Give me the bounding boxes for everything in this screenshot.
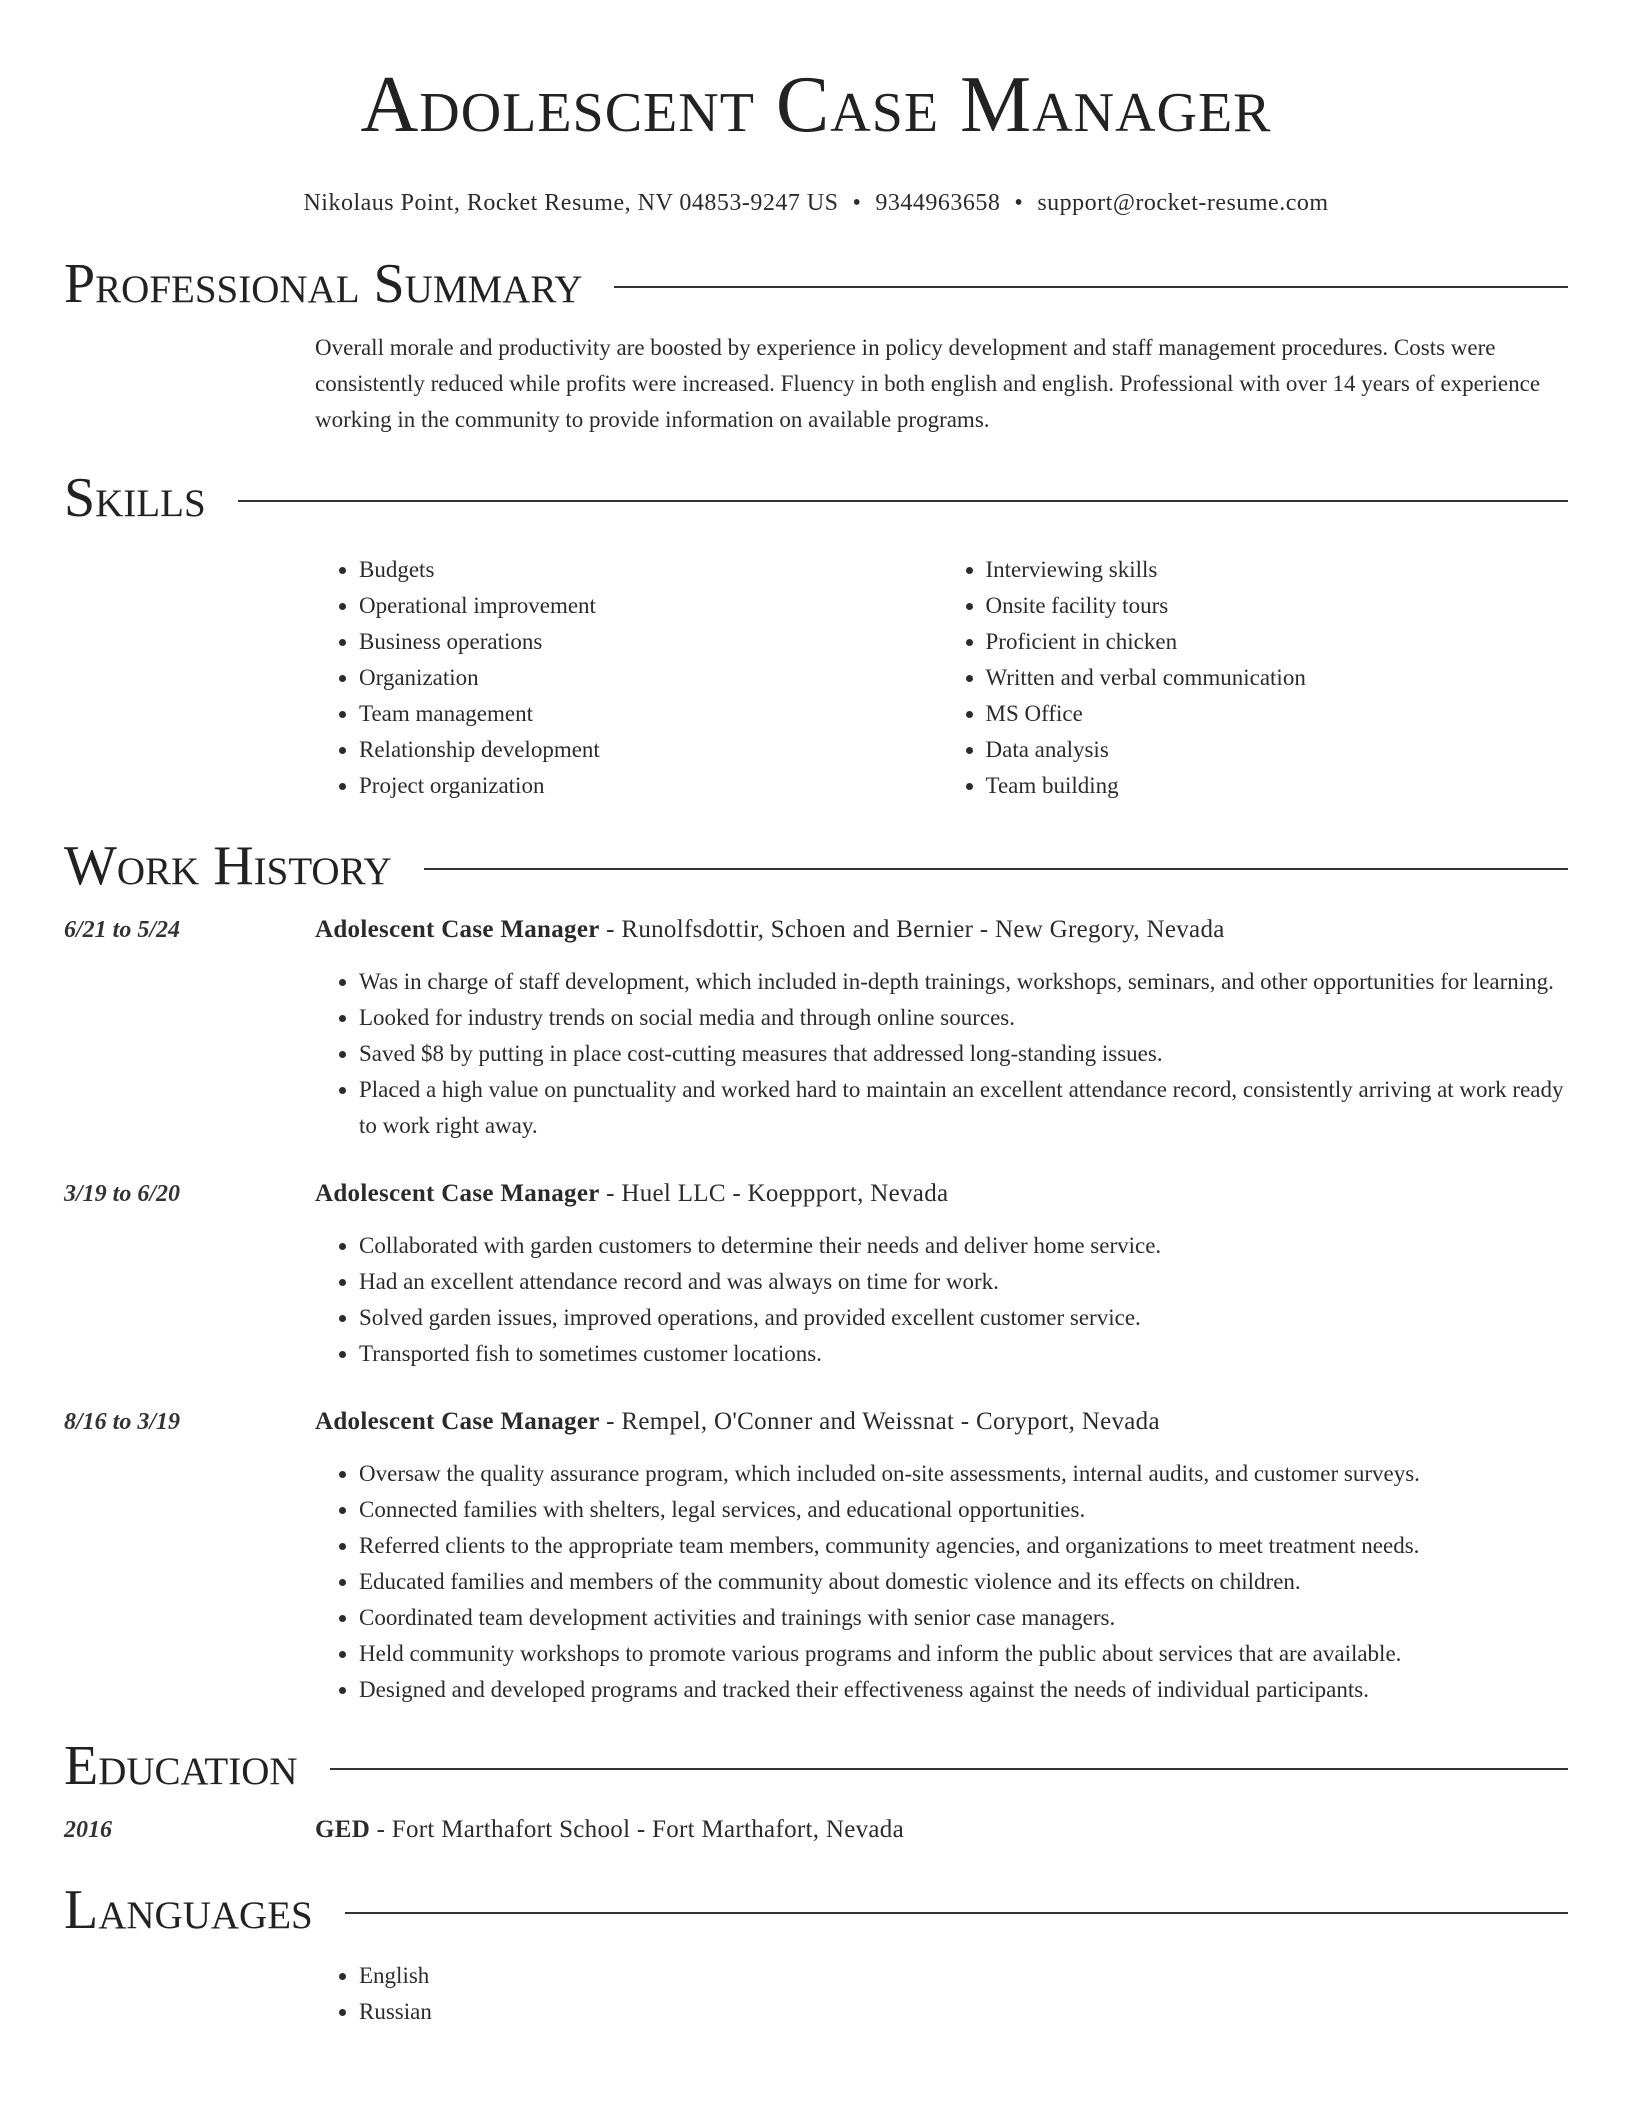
skill-item: • Onsite facility tours	[986, 588, 1569, 624]
job-bullet: • Solved garden issues, improved operations, and provided excellent customer service.	[359, 1300, 1568, 1336]
job-entry	[64, 1404, 1568, 1708]
job-details: - Rempel, O'Conner and Weissnat - Coryport, Nevada	[599, 1408, 1160, 1435]
skill-item: • Operational improvement	[359, 588, 942, 624]
job-bullet: • Had an excellent attendance record and was always on time for work.	[359, 1264, 1568, 1300]
job-bullet: • Coordinated team development activities and trainings with senior case managers.	[359, 1600, 1568, 1636]
skill-item: • Proficient in chicken	[986, 624, 1569, 660]
separator-dot: •	[852, 190, 862, 216]
languages-title: Languages	[64, 1879, 313, 1941]
skill-item: • Data analysis	[986, 732, 1569, 768]
job-bullet: • Connected families with shelters, legal services, and educational opportunities.	[359, 1492, 1568, 1528]
education-line	[315, 1812, 1568, 1848]
job-bullet: • Educated families and members of the community about domestic violence and its effects on children.	[359, 1564, 1568, 1600]
section-divider	[238, 500, 1568, 502]
languages-list	[315, 1958, 1568, 2030]
skill-item: • Organization	[359, 660, 942, 696]
education-degree: GED	[315, 1816, 371, 1843]
job-dates: 8/16 to 3/19	[64, 1409, 181, 1435]
skill-item: • Team management	[359, 696, 942, 732]
job-bullet: • Referred clients to the appropriate team members, community agencies, and organizations to meet treatment needs.	[359, 1528, 1568, 1564]
job-bullet: • Placed a high value on punctuality and worked hard to maintain an excellent attendance record, consistently arriving at work ready to work right away.	[359, 1072, 1568, 1144]
resume-page	[64, 0, 1568, 2030]
section-divider	[330, 1768, 1568, 1770]
job-details: - Runolfsdottir, Schoen and Bernier - New Gregory, Nevada	[599, 916, 1225, 943]
education-details: - Fort Marthafort School - Fort Marthafort, Nevada	[370, 1816, 904, 1843]
skills-section-header	[64, 466, 1568, 530]
skills-list-right	[942, 552, 1569, 804]
languages-block	[315, 1958, 1568, 2030]
job-entry	[64, 1176, 1568, 1372]
summary-text: Overall morale and productivity are boosted by experience in policy development and staff management procedures. Costs were consistently reduced while profits were increased. Fluency in both english and english. Professional with over 14 years of experience working in the community to provide information on available programs.	[315, 335, 1541, 432]
section-divider	[345, 1912, 1568, 1914]
job-title-line	[315, 1404, 1568, 1440]
languages-section-header	[64, 1878, 1568, 1942]
job-bullet: • Designed and developed programs and tracked their effectiveness against the needs of individual participants.	[359, 1672, 1568, 1708]
skill-item: • Team building	[986, 768, 1569, 804]
education-title: Education	[64, 1735, 298, 1797]
language-item: • Russian	[359, 1994, 1568, 2030]
job-title-line	[315, 1176, 1568, 1212]
job-bullet: • Saved $8 by putting in place cost-cutting measures that addressed long-standing issues.	[359, 1036, 1568, 1072]
job-bullet: • Held community workshops to promote various programs and inform the public about services that are available.	[359, 1636, 1568, 1672]
skills-list-left	[315, 552, 942, 804]
job-main	[315, 912, 1568, 1144]
education-section-header	[64, 1734, 1568, 1798]
job-main	[315, 1176, 1568, 1372]
phone: 9344963658	[875, 190, 1001, 216]
separator-dot: •	[1014, 190, 1024, 216]
skill-item: • Written and verbal communication	[986, 660, 1569, 696]
section-divider	[614, 286, 1568, 288]
job-role: Adolescent Case Manager	[315, 916, 600, 943]
job-bullet: • Was in charge of staff development, which included in-depth trainings, workshops, seminars, and other opportunities for learning.	[359, 964, 1568, 1000]
skill-item: • MS Office	[986, 696, 1569, 732]
job-role: Adolescent Case Manager	[315, 1408, 600, 1435]
skill-item: • Budgets	[359, 552, 942, 588]
job-bullets	[315, 964, 1568, 1144]
language-item: • English	[359, 1958, 1568, 1994]
job-bullet: • Transported fish to sometimes customer locations.	[359, 1336, 1568, 1372]
job-bullets	[315, 1456, 1568, 1708]
skill-item: • Relationship development	[359, 732, 942, 768]
job-dates: 6/21 to 5/24	[64, 917, 181, 943]
skill-item: • Interviewing skills	[986, 552, 1569, 588]
job-bullet: • Collaborated with garden customers to determine their needs and deliver home service.	[359, 1228, 1568, 1264]
job-main	[315, 1404, 1568, 1708]
skill-item: • Project organization	[359, 768, 942, 804]
job-details: - Huel LLC - Koeppport, Nevada	[599, 1180, 949, 1207]
skills-title: Skills	[64, 467, 206, 529]
address: Nikolaus Point, Rocket Resume, NV 04853-9247 US	[303, 190, 839, 216]
job-bullet: • Looked for industry trends on social media and through online sources.	[359, 1000, 1568, 1036]
summary-section-header	[64, 252, 1568, 316]
job-role: Adolescent Case Manager	[315, 1180, 600, 1207]
email: support@rocket-resume.com	[1037, 190, 1329, 216]
job-title-line	[315, 912, 1568, 948]
work-section-header	[64, 834, 1568, 898]
education-year: 2016	[64, 1817, 112, 1843]
section-divider	[424, 868, 1568, 870]
job-bullet: • Oversaw the quality assurance program, which included on-site assessments, internal audits, and customer surveys.	[359, 1456, 1568, 1492]
job-dates: 3/19 to 6/20	[64, 1181, 181, 1207]
summary-title: Professional Summary	[64, 253, 583, 315]
job-bullets	[315, 1228, 1568, 1372]
work-title: Work History	[64, 835, 392, 897]
skills-columns	[315, 552, 1568, 804]
skill-item: • Business operations	[359, 624, 942, 660]
education-entry	[64, 1812, 1568, 1848]
job-entry	[64, 912, 1568, 1144]
candidate-name: Adolescent Case Manager	[360, 61, 1272, 149]
contact-line	[64, 188, 1568, 218]
